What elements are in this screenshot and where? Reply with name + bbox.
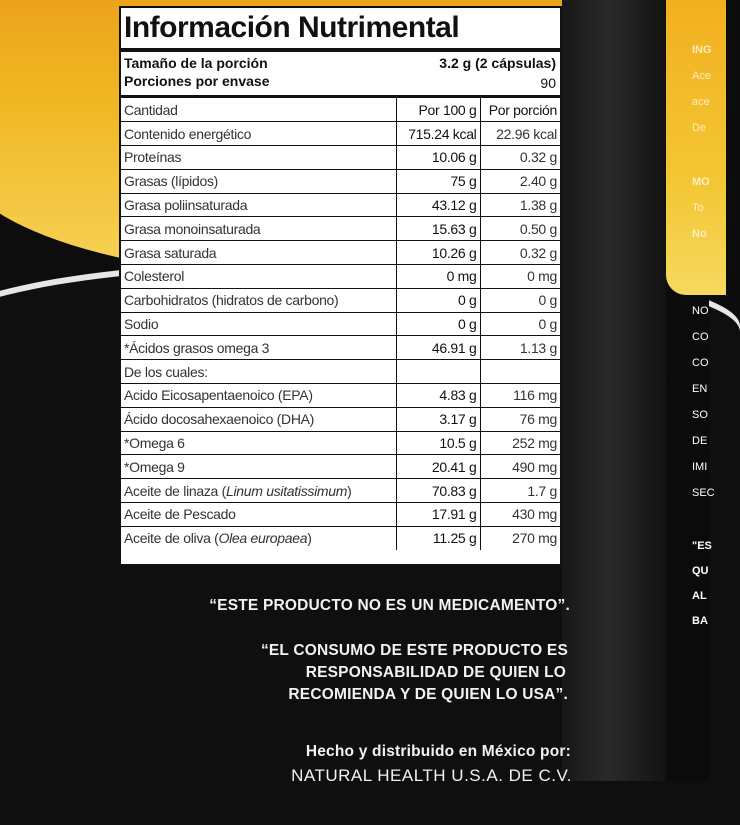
value-per-serving: 490 mg bbox=[480, 455, 560, 479]
made-by-line: Hecho y distribuido en México por: bbox=[305, 743, 571, 760]
right-label-text: NO bbox=[692, 305, 709, 317]
value-per-100g bbox=[396, 360, 480, 384]
value-per-serving: 22.96 kcal bbox=[480, 122, 560, 146]
table-row bbox=[121, 431, 560, 455]
nutrient-name: Sodio bbox=[121, 312, 396, 336]
value-per-serving: 76 mg bbox=[480, 407, 560, 431]
value-per-100g: 0 g bbox=[396, 288, 480, 312]
value-per-serving: 430 mg bbox=[480, 503, 560, 527]
company-name: NATURAL HEALTH U.S.A. DE C.V. bbox=[291, 766, 572, 785]
value-per-100g: 75 g bbox=[396, 169, 480, 193]
nutrient-name: Aceite de Pescado bbox=[121, 503, 396, 527]
table-row bbox=[121, 193, 560, 217]
value-per-serving: 0.32 g bbox=[480, 241, 560, 265]
table-row bbox=[121, 146, 560, 170]
right-label-text: AL bbox=[692, 590, 707, 602]
table-row bbox=[121, 407, 560, 431]
nutrient-name: De los cuales: bbox=[121, 360, 396, 384]
nutrient-name: Ácido docosahexaenoico (DHA) bbox=[121, 407, 396, 431]
value-per-serving: 1.13 g bbox=[480, 336, 560, 360]
table-row bbox=[121, 288, 560, 312]
value-per-100g: 0 g bbox=[396, 312, 480, 336]
right-label-text: No bbox=[692, 228, 707, 240]
value-per-100g: 3.17 g bbox=[396, 407, 480, 431]
nutrient-name: *Omega 6 bbox=[121, 431, 396, 455]
nutrient-name: Grasa poliinsaturada bbox=[121, 193, 396, 217]
header-per-serving: Por porción bbox=[480, 98, 560, 122]
servings-per-container-value: 90 bbox=[540, 75, 556, 91]
responsibility-line-1: “EL CONSUMO DE ESTE PRODUCTO ES bbox=[260, 642, 568, 659]
bottle-label-right bbox=[666, 0, 715, 781]
table-row bbox=[121, 526, 560, 550]
value-per-serving: 1.38 g bbox=[480, 193, 560, 217]
right-label-text: SO bbox=[692, 409, 708, 421]
right-label-text: To bbox=[692, 202, 704, 214]
value-per-100g: 0 mg bbox=[396, 265, 480, 289]
table-row bbox=[121, 360, 560, 384]
nutrient-name: Aceite de oliva (Olea europaea) bbox=[121, 526, 396, 550]
bottle-gap bbox=[562, 0, 666, 781]
nutrient-name: Colesterol bbox=[121, 265, 396, 289]
servings-per-container-label: Porciones por envase bbox=[124, 73, 270, 89]
right-label-text: QU bbox=[692, 565, 709, 577]
right-label-text: De bbox=[692, 122, 707, 134]
nutrient-name: Aceite de linaza (Linum usitatissimum) bbox=[121, 479, 396, 503]
nutrient-name: *Omega 9 bbox=[121, 455, 396, 479]
table-row bbox=[121, 169, 560, 193]
responsibility-line-2: RESPONSABILIDAD DE QUIEN LO bbox=[305, 664, 566, 681]
header-amount: Cantidad bbox=[121, 98, 396, 122]
nutrient-name: Acido Eicosapentaenoico (EPA) bbox=[121, 384, 396, 408]
value-per-serving: 0 mg bbox=[480, 265, 560, 289]
right-label-text: DE bbox=[692, 435, 708, 447]
right-label-text: EN bbox=[692, 383, 708, 395]
value-per-100g: 20.41 g bbox=[396, 455, 480, 479]
right-label-text: ace bbox=[692, 96, 710, 108]
value-per-100g: 15.63 g bbox=[396, 217, 480, 241]
serving-size-label: Tamaño de la porción bbox=[124, 55, 268, 71]
value-per-100g: 10.26 g bbox=[396, 241, 480, 265]
value-per-serving: 116 mg bbox=[480, 384, 560, 408]
value-per-serving: 252 mg bbox=[480, 431, 560, 455]
table-row bbox=[121, 122, 560, 146]
value-per-serving: 0.32 g bbox=[480, 146, 560, 170]
value-per-100g: 10.5 g bbox=[396, 431, 480, 455]
nutrition-facts-table bbox=[119, 6, 562, 566]
table-row bbox=[121, 479, 560, 503]
serving-info bbox=[121, 52, 560, 98]
nutrient-name: Grasa saturada bbox=[121, 241, 396, 265]
right-label-text: SEC bbox=[692, 487, 715, 499]
value-per-serving bbox=[480, 360, 560, 384]
nutrient-name: Grasas (lípidos) bbox=[121, 169, 396, 193]
right-label-text: IMI bbox=[692, 461, 708, 473]
value-per-100g: 4.83 g bbox=[396, 384, 480, 408]
right-label-text: ING bbox=[692, 44, 712, 56]
nutrient-table bbox=[121, 98, 560, 550]
right-label-text: CO bbox=[692, 331, 709, 343]
right-label-text: Ace bbox=[692, 70, 711, 82]
table-row bbox=[121, 241, 560, 265]
nutrient-name: Proteínas bbox=[121, 146, 396, 170]
table-header-row bbox=[121, 98, 560, 122]
value-per-serving: 0 g bbox=[480, 288, 560, 312]
table-title: Información Nutrimental bbox=[121, 8, 560, 52]
value-per-serving: 2.40 g bbox=[480, 169, 560, 193]
table-row bbox=[121, 217, 560, 241]
nutrient-name: Carbohidratos (hidratos de carbono) bbox=[121, 288, 396, 312]
nutrient-name: *Ácidos grasos omega 3 bbox=[121, 336, 396, 360]
not-medicine-statement: “ESTE PRODUCTO NO ES UN MEDICAMENTO”. bbox=[209, 597, 570, 614]
value-per-100g: 70.83 g bbox=[396, 479, 480, 503]
value-per-100g: 715.24 kcal bbox=[396, 122, 480, 146]
table-row bbox=[121, 312, 560, 336]
table-row bbox=[121, 503, 560, 527]
right-label-text: BA bbox=[692, 615, 708, 627]
value-per-100g: 11.25 g bbox=[396, 526, 480, 550]
value-per-serving: 1.7 g bbox=[480, 479, 560, 503]
right-label-text: CO bbox=[692, 357, 709, 369]
value-per-100g: 17.91 g bbox=[396, 503, 480, 527]
header-per-100g: Por 100 g bbox=[396, 98, 480, 122]
table-row bbox=[121, 265, 560, 289]
value-per-100g: 43.12 g bbox=[396, 193, 480, 217]
table-row bbox=[121, 336, 560, 360]
value-per-100g: 10.06 g bbox=[396, 146, 480, 170]
responsibility-line-3: RECOMIENDA Y DE QUIEN LO USA”. bbox=[288, 686, 568, 703]
right-label-text: MO bbox=[692, 176, 710, 188]
table-row bbox=[121, 384, 560, 408]
serving-size-value: 3.2 g (2 cápsulas) bbox=[439, 55, 556, 71]
right-label-text: "ES bbox=[692, 540, 712, 552]
nutrient-name: Grasa monoinsaturada bbox=[121, 217, 396, 241]
value-per-serving: 0 g bbox=[480, 312, 560, 336]
table-row bbox=[121, 455, 560, 479]
value-per-serving: 270 mg bbox=[480, 526, 560, 550]
nutrient-name: Contenido energético bbox=[121, 122, 396, 146]
value-per-100g: 46.91 g bbox=[396, 336, 480, 360]
value-per-serving: 0.50 g bbox=[480, 217, 560, 241]
